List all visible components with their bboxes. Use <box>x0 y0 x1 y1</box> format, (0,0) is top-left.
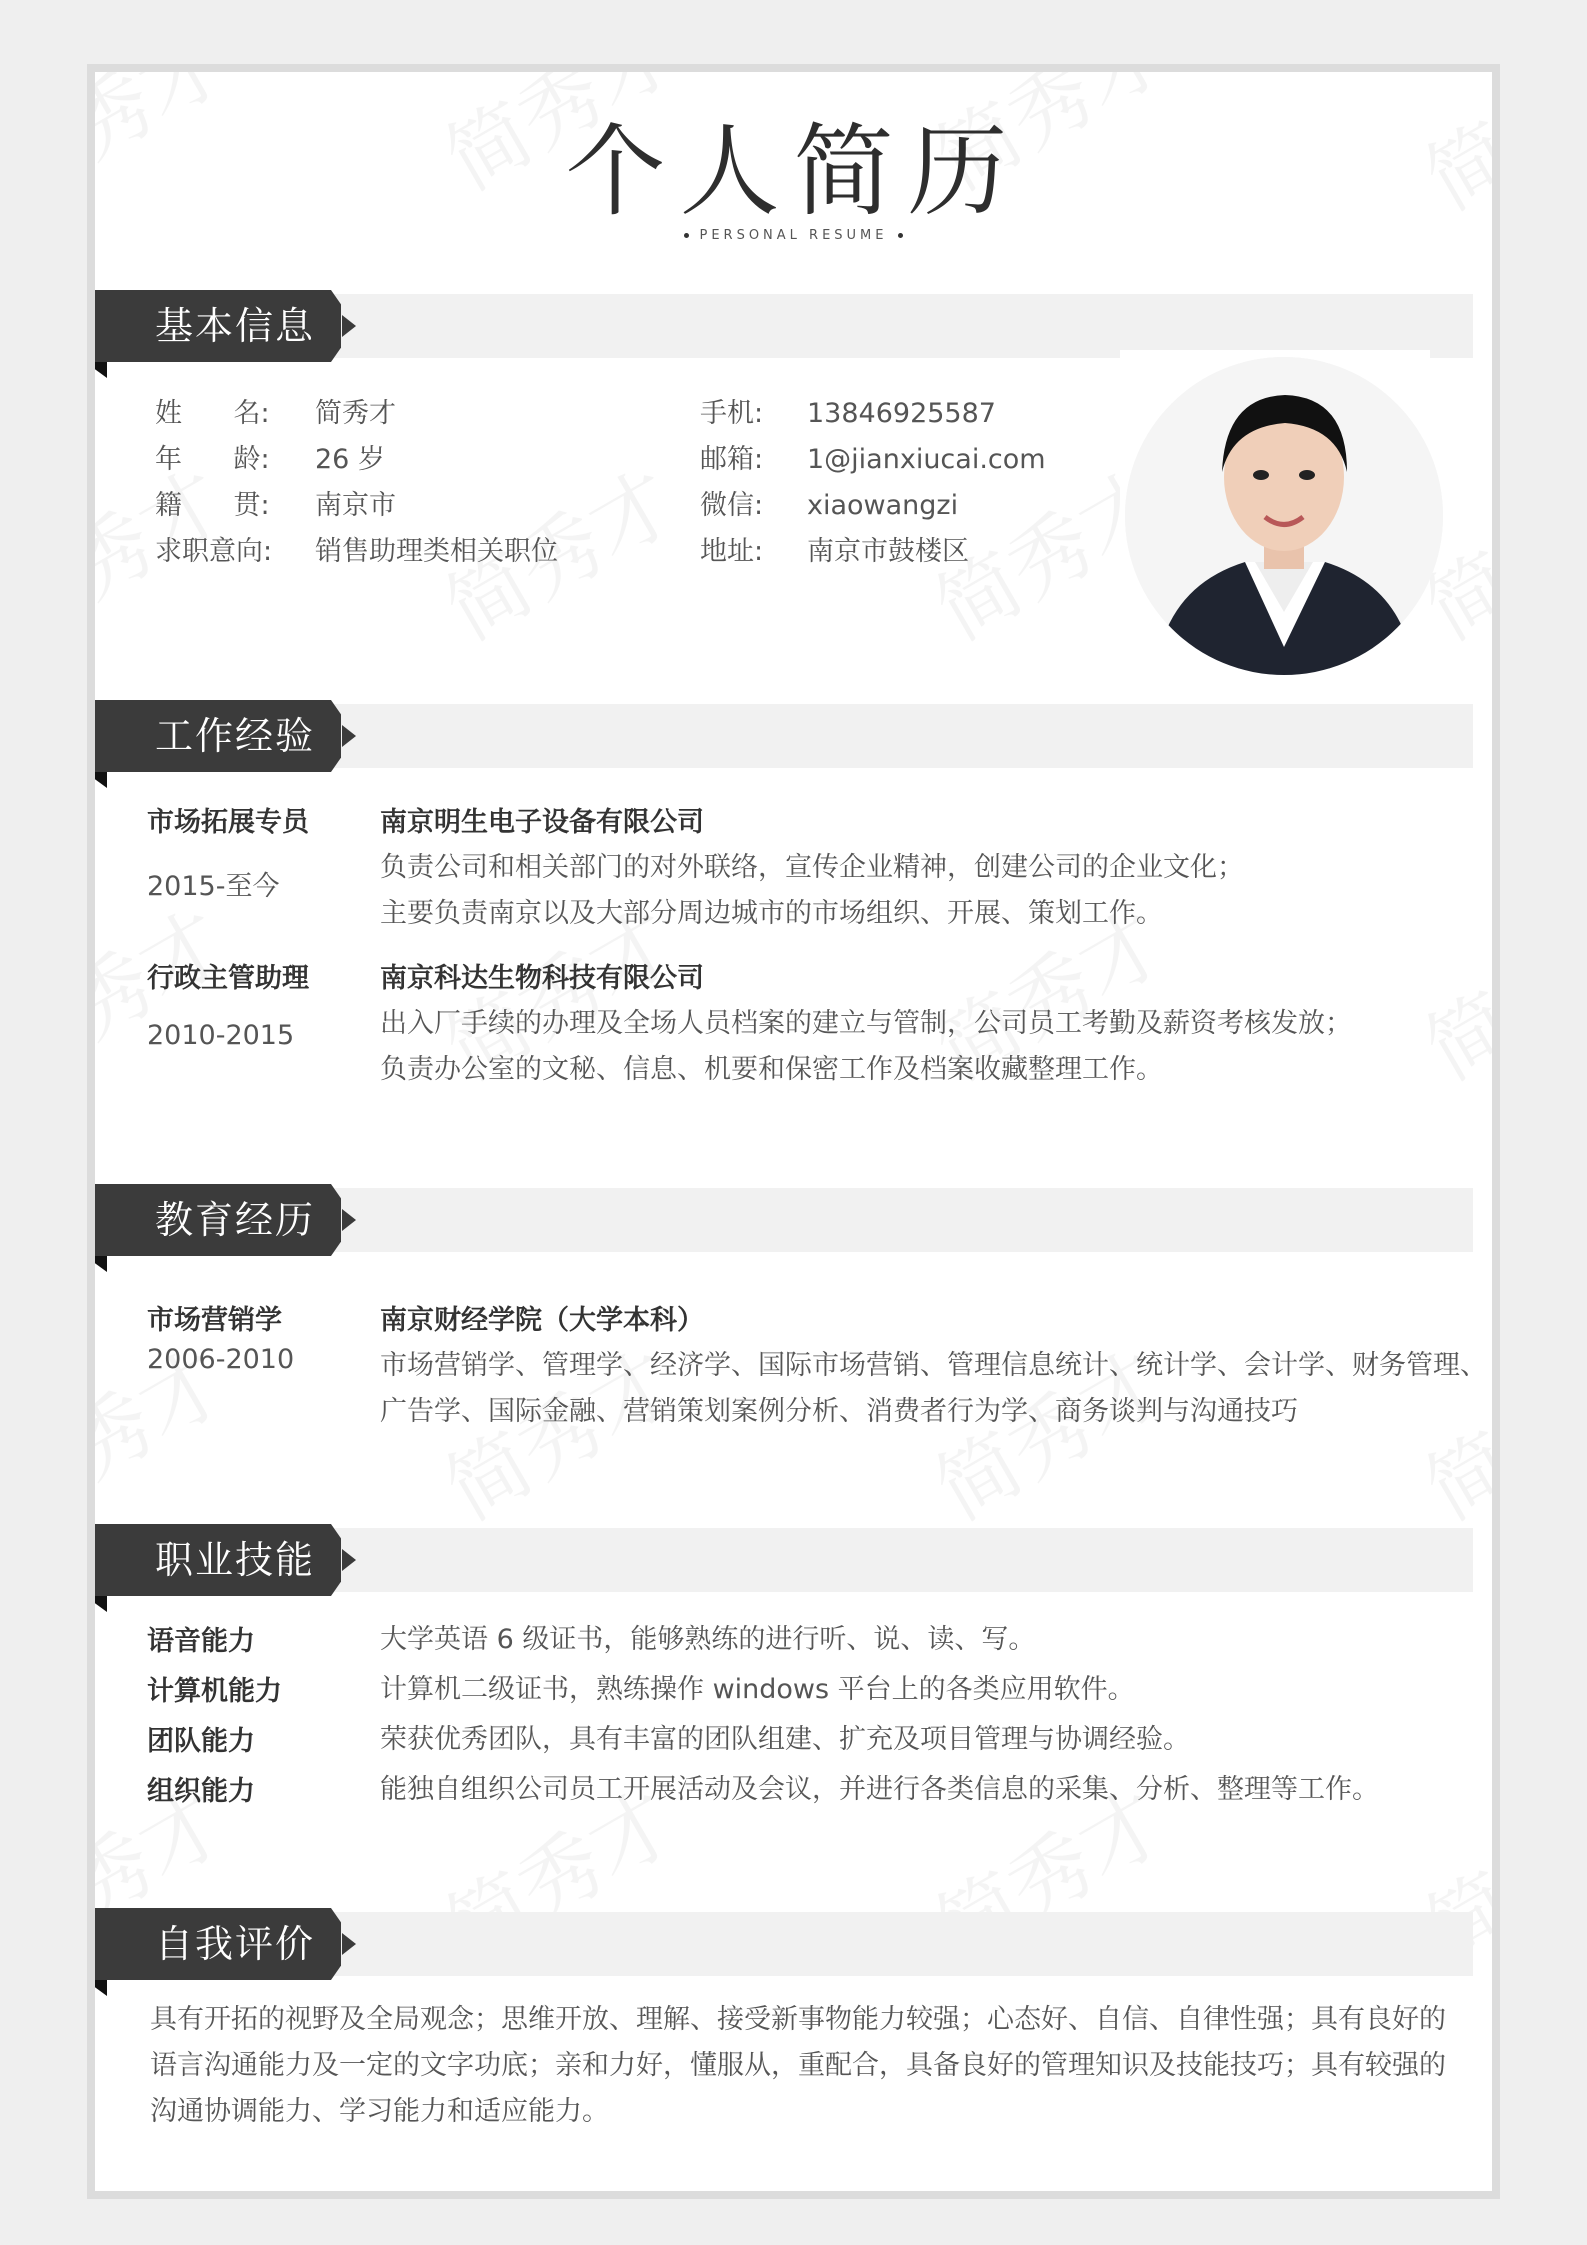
section-title-work: 工作经验 <box>87 700 331 772</box>
info-label: 籍 贯: <box>155 490 270 521</box>
job-title: 市场拓展专员 <box>147 807 309 838</box>
subtitle-text: PERSONAL RESUME <box>699 228 888 243</box>
job-description: 负责办公室的文秘、信息、机要和保密工作及档案收藏整理工作。 <box>380 1054 1163 1085</box>
course-list: 广告学、国际金融、营销策划案例分析、消费者行为学、商务谈判与沟通技巧 <box>380 1396 1298 1427</box>
info-value: 1@jianxiucai.com <box>807 444 1046 475</box>
ribbon-fold <box>87 1256 107 1272</box>
arrow-right-icon <box>342 1933 356 1955</box>
job-description: 出入厂手续的办理及全场人员档案的建立与管制，公司员工考勤及薪资考核发放； <box>380 1008 1352 1039</box>
ribbon-fold <box>87 1596 107 1612</box>
skill-name: 计算机能力 <box>147 1676 282 1707</box>
job-description: 主要负责南京以及大部分周边城市的市场组织、开展、策划工作。 <box>380 898 1163 929</box>
school-name: 南京财经学院（大学本科） <box>380 1305 704 1336</box>
skill-description: 计算机二级证书，熟练操作 windows 平台上的各类应用软件。 <box>380 1674 1135 1705</box>
info-label: 邮箱: <box>700 444 764 475</box>
job-title: 行政主管助理 <box>147 963 309 994</box>
info-label: 年 龄: <box>155 444 270 475</box>
info-value: xiaowangzi <box>807 490 959 521</box>
arrow-right-icon <box>342 1549 356 1571</box>
section-title-education: 教育经历 <box>87 1184 331 1256</box>
resume-header <box>95 112 1492 243</box>
info-value: 南京市鼓楼区 <box>807 536 969 567</box>
ribbon-fold <box>87 1980 107 1996</box>
info-label: 求职意向: <box>155 536 273 567</box>
info-value: 简秀才 <box>315 398 396 429</box>
job-date: 2015-至今 <box>147 871 280 902</box>
info-label: 姓 名: <box>155 398 270 429</box>
skill-name: 团队能力 <box>147 1726 255 1757</box>
job-date: 2010-2015 <box>147 1020 295 1051</box>
skill-name: 语音能力 <box>147 1626 255 1657</box>
info-label: 手机: <box>700 398 764 429</box>
education-date: 2006-2010 <box>147 1344 295 1375</box>
major-name: 市场营销学 <box>147 1305 282 1336</box>
section-title-skills: 职业技能 <box>87 1524 331 1596</box>
arrow-right-icon <box>342 1209 356 1231</box>
resume-page <box>87 64 1500 2199</box>
info-value: 销售助理类相关职位 <box>315 536 558 567</box>
arrow-right-icon <box>342 725 356 747</box>
profile-photo <box>1125 357 1443 675</box>
resume-title: 个人简历 <box>565 113 1022 230</box>
info-value: 13846925587 <box>807 398 996 429</box>
info-value: 南京市 <box>315 490 396 521</box>
skill-description: 大学英语 6 级证书，能够熟练的进行听、说、读、写。 <box>380 1624 1036 1655</box>
section-title-self: 自我评价 <box>87 1908 331 1980</box>
skill-description: 荣获优秀团队，具有丰富的团队组建、扩充及项目管理与协调经验。 <box>380 1724 1190 1755</box>
skill-name: 组织能力 <box>147 1776 255 1807</box>
company-name: 南京明生电子设备有限公司 <box>380 807 704 838</box>
course-list: 市场营销学、管理学、经济学、国际市场营销、管理信息统计、统计学、会计学、财务管理、 <box>380 1350 1487 1381</box>
ribbon-fold <box>87 772 107 788</box>
section-title-basic: 基本信息 <box>87 290 331 362</box>
self-evaluation-text: 具有开拓的视野及全局观念；思维开放、理解、接受新事物能力较强；心态好、自信、自律性强；具有良好的语言沟通能力及一定的文字功底；亲和力好，懂服从，重配合，具备良好的管理知识及技能技巧；具有较强的沟通协调能力、学习能力和适应能力。 <box>150 2004 1446 2127</box>
arrow-right-icon <box>342 315 356 337</box>
avatar-illustration <box>1125 357 1443 675</box>
info-label: 微信: <box>700 490 764 521</box>
watermark <box>1402 878 1500 1102</box>
info-value: 26 岁 <box>315 444 385 475</box>
dot-icon <box>898 233 903 238</box>
ribbon-fold <box>87 362 107 378</box>
skill-description: 能独自组织公司员工开展活动及会议，并进行各类信息的采集、分析、整理等工作。 <box>380 1774 1379 1805</box>
dot-icon <box>684 233 689 238</box>
company-name: 南京科达生物科技有限公司 <box>380 963 704 994</box>
job-description: 负责公司和相关部门的对外联络，宣传企业精神，创建公司的企业文化； <box>380 852 1244 883</box>
info-label: 地址: <box>700 536 764 567</box>
resume-subtitle <box>95 228 1492 243</box>
